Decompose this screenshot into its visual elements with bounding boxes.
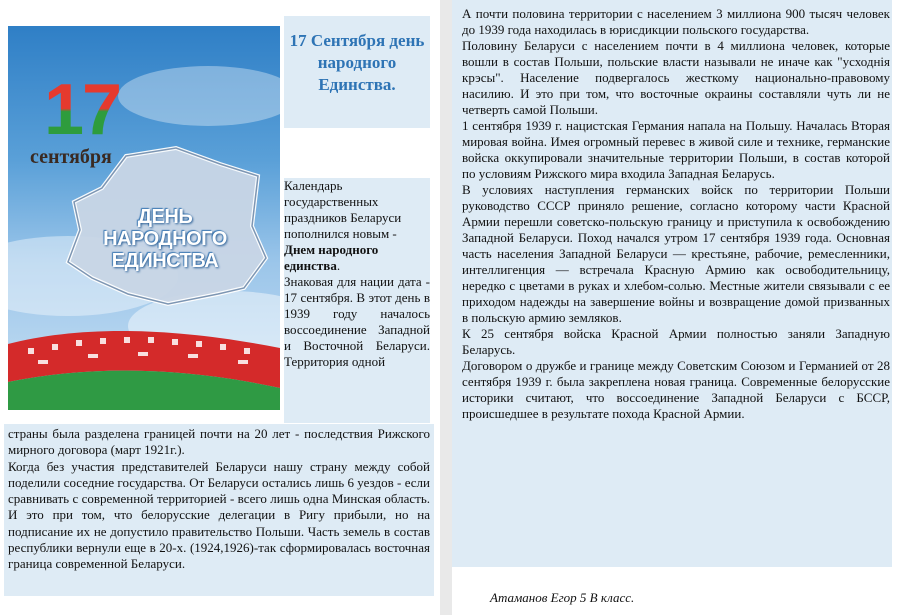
right-paragraph-2: Половину Беларуси с населением почти в 4 миллиона человек, которые вошли в состав Польши, польские власти называли не иначе как "усходнія крэсы". Население подвергалось жесткому национально-правовому насилию. И это при том, что восточные окраины составляли чуть ли не четверть самой Польши. xyxy=(462,38,890,117)
poster-date-number: 17 xyxy=(44,70,121,150)
intro-paragraph: Календарь государственных праздников Беларуси пополнился новым - Днем народного единства. xyxy=(284,178,402,273)
intro-holiday-name: Днем народного единства xyxy=(284,242,379,273)
author-signature: Атаманов Егор 5 В класс. xyxy=(490,590,635,605)
holiday-poster xyxy=(8,26,280,410)
page-gutter xyxy=(440,0,452,615)
right-paragraph-5: К 25 сентября войска Красной Армии полностью заняли Западную Беларусь. xyxy=(462,326,890,357)
intro-paragraph-2: Знаковая для нации дата - 17 сентября. В этот день в 1939 году началось воссоединение Западной и Восточной Беларуси. Территория одной xyxy=(284,274,430,369)
poster-caption: ДЕНЬ НАРОДНОГО ЕДИНСТВА xyxy=(103,206,227,272)
page-title: 17 Сентября день народного Единства. xyxy=(289,31,425,94)
right-paragraph-3: 1 сентября 1939 г. нацистская Германия напала на Польшу. Началась Вторая мировая война. Имея огромный перевес в живой силе и технике, германские войска оккупировали значительные территории Польши, в состав которой по условиям Рижского мира входила Западная Беларусь. xyxy=(462,118,890,181)
left-paragraph-2: Когда без участия представителей Беларуси нашу страну между собой поделили соседние государства. От Беларуси остались лишь 6 уездов - если сравнивать с современной территорией - всего лишь одна Минская область. И это при том, что белорусские делегации в Ригу прибыли, но на подписание их не допустило правительство Польши. Часть земель в состав республики вернули еще в 20-х. (1924,1926)-так сформировалась восточная граница современной Беларуси. xyxy=(8,458,430,572)
right-paragraph-6: Договором о дружбе и границе между Советским Союзом и Германией от 28 сентября 1939 г. была закреплена новая граница. Современные белорусские историки считают, что воссоединение Западной Беларуси с БССР, происшедшее в результате похода Красной Армии. xyxy=(462,358,890,421)
page-title-box xyxy=(284,16,430,128)
poster-month: сентября xyxy=(30,146,112,168)
intro-text xyxy=(284,178,430,370)
left-body-text xyxy=(8,426,430,573)
intro-lead: Календарь государственных праздников Беларуси пополнился новым - xyxy=(284,178,402,241)
right-paragraph-1: А почти половина территории с населением 3 миллиона 900 тысяч человек до 1939 года находилась в юрисдикции польского государства. xyxy=(462,6,890,37)
left-paragraph-1: страны была разделена границей почти на 20 лет - последствия Рижского мирного договора (март 1921г.). xyxy=(8,426,430,458)
right-body-text xyxy=(462,6,890,422)
right-paragraph-4: В условиях наступления германских войск по территории Польши руководство СССР приняло решение, согласно которому части Красной Армии перешли советско-польскую границу и приступила к освобождению Западной Беларуси. Поход начался утром 17 сентября 1939 года. Основная часть населения Западной Беларуси — крестьяне, рабочие, ремесленники, интеллигенция — встречала Красную Армию как освободительницу, нередко с цветами в руках и хлебом-солью. Местные жители связывали с ее приходом надежды на завершение войны и возвращение домой призванных в польскую армию земляков. xyxy=(462,182,890,325)
